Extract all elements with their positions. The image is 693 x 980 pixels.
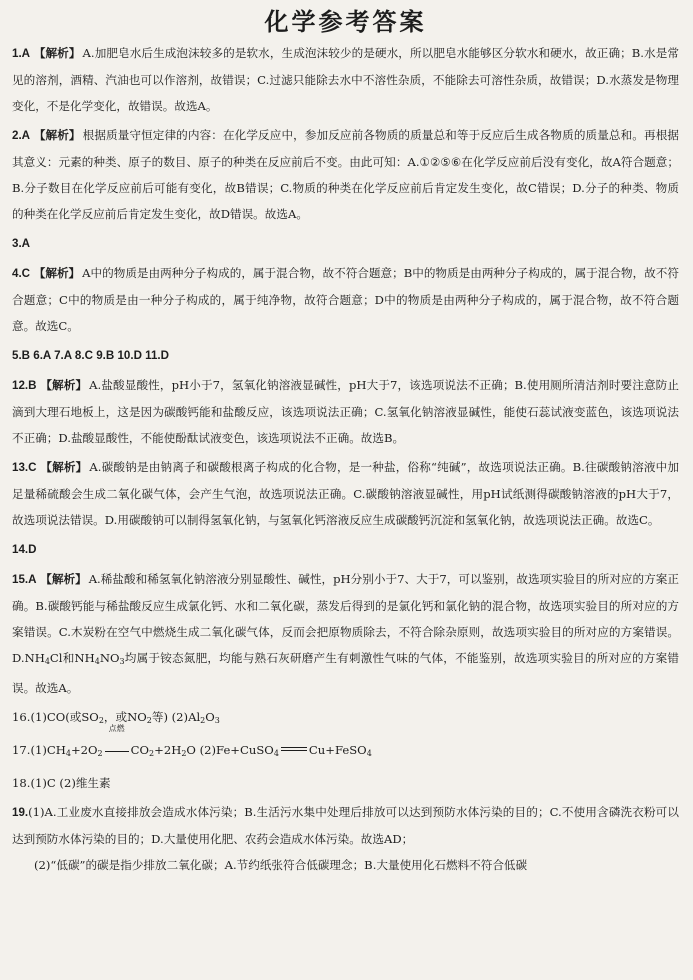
answer-item-15: [12, 566, 679, 701]
answer-item-19: [12, 799, 679, 878]
answer-item-12: [12, 372, 679, 451]
question-number: 4.: [12, 267, 22, 280]
analysis-tag: 【解析】: [40, 460, 88, 474]
page-title: 化学参考答案: [264, 8, 427, 36]
subscript: 2: [181, 749, 187, 758]
question-number: 13.: [12, 461, 29, 474]
question-number: 15.: [12, 573, 29, 586]
answer-item-18: [12, 770, 679, 796]
equation-text: O (2)Fe+CuSO: [186, 743, 274, 757]
arrow-line: [105, 744, 129, 752]
analysis-tag: 【解析】: [40, 572, 87, 586]
question-number: 19.: [12, 806, 29, 819]
analysis-text: A.盐酸显酸性，pH小于7，氢氧化钠溶液显碱性，pH大于7，该选项说法不正确；B.使用厕所清洁剂时要注意防止滴到大理石地板上，这是因为碳酸钙能和盐酸反应，该选项说法正确；C.氢氧化钠溶液显碱性，能使石蕊试液变蓝色，该选项说法不正确；D.盐酸显酸性，不能使酚酞试液变色，该选项说法不正确。故选B。: [12, 378, 679, 445]
analysis-text: A中的物质是由两种分子构成的，属于混合物，故不符合题意；B中的物质是由两种分子构成的，属于混合物，故不符合题意；C中的物质是由一种分子构成的，属于纯净物，故符合题意；D中的物质是由两种分子构成的，属于混合物，故不符合题意。故选C。: [12, 266, 679, 333]
subscript: 3: [214, 716, 220, 725]
reaction-condition-arrow: [105, 724, 129, 763]
answer-item-4: [12, 260, 679, 339]
equation-text: Cu+FeSO: [308, 743, 367, 757]
short-answers: 5.B 6.A 7.A 8.C 9.B 10.D 11.D: [12, 349, 170, 362]
subscript: 2: [97, 749, 103, 758]
answer-part-1: (1)A.工业废水直接排放会造成水体污染；B.生活污水集中处理后排放可以达到预防水体污染的目的；C.不使用含磷洗衣粉可以达到预防水体污染的目的；D.大量使用化肥、农药会造成水体污染。故选AD；: [12, 805, 679, 846]
equation-text: 17.(1)CH: [12, 743, 66, 757]
subscript: 4: [94, 657, 100, 666]
answer-item-13: [12, 454, 679, 533]
answer-item-1: [12, 40, 679, 119]
analysis-text: A.加肥皂水后生成泡沫较多的是软水，生成泡沫较少的是硬水，所以肥皂水能够区分软水和硬水，故正确；B.水是常见的溶剂，酒精、汽油也可以作溶剂，故错误；C.过滤只能除去水中不溶性杂质，不能除去可溶性杂质，故错误；D.水蒸发是物理变化，不是化学变化，故错误。故选A。: [12, 46, 679, 113]
formula-text: O: [205, 710, 215, 724]
reaction-condition: 点燃: [108, 724, 125, 733]
answer-item-17: [12, 724, 679, 767]
answer-choice: C: [28, 461, 37, 474]
subscript: 2: [149, 749, 155, 758]
answer-item-14: [12, 536, 679, 563]
answer-part-2: (2)“低碳”的碳是指少排放二氧化碳；A.节约纸张符合低碳理念；B.大量使用化石燃料不符合低碳: [34, 858, 528, 872]
equation-text: +2O: [70, 743, 98, 757]
answer-item-2: [12, 122, 679, 227]
short-answer: 18.(1)C (2)维生素: [12, 776, 111, 790]
answer-choice: C: [21, 267, 31, 280]
analysis-text: A.稀盐酸和稀氢氧化钠溶液分别显酸性、碱性，pH分别小于7、大于7，可以鉴别，故选项实验目的所对应的方案正确。B.碳酸钙能与稀盐酸反应生成氯化钙、水和二氧化碳，蒸发后得到的是氯化钙和氯化钠的混合物，故选项实验目的所对应的方案错误。C.木炭粉在空气中燃烧生成二氧化碳气体，反而会把原物质除去，不符合除杂原则，故选项实验目的所对应的方案错误。D.NH: [12, 572, 679, 665]
subscript: 3: [119, 657, 125, 666]
subscript: 2: [146, 716, 152, 725]
formula-text: 等) (2)Al: [151, 710, 201, 724]
answer-choice: A: [28, 573, 37, 586]
analysis-text-cont: Cl和NH: [49, 651, 95, 665]
answer-item-5-11: [12, 342, 679, 369]
analysis-tag: 【解析】: [33, 128, 81, 142]
question-number: 2.: [12, 129, 22, 142]
short-answer: 3.A: [12, 237, 31, 250]
subscript: 2: [98, 716, 104, 725]
subscript: 4: [366, 749, 372, 758]
formula-text: 16.(1)CO(或SO: [12, 710, 99, 724]
subscript: 4: [65, 749, 71, 758]
analysis-text: A.碳酸钠是由钠离子和碳酸根离子构成的化合物，是一种盐，俗称“纯碱”，故选项说法正确。B.往碳酸钠溶液中加足量稀硫酸会生成二氧化碳气体，会产生气泡，故选项说法正确。C.碳酸钠溶液显碱性，用pH试纸测得碳酸钠溶液的pH大于7，故选项说法错误。D.用碳酸钠可以制得氢氧化钠，与氢氧化钙溶液反应生成碳酸钙沉淀和氢氧化钠，故选项说法正确。故选C。: [12, 460, 679, 527]
answer-choice: A: [21, 47, 31, 60]
equation-text: CO: [130, 743, 150, 757]
question-number: 1.: [12, 47, 22, 60]
formula-text: ，或NO: [103, 710, 147, 724]
equals-sign: [281, 747, 307, 751]
analysis-tag: 【解析】: [40, 378, 88, 392]
subscript: 4: [44, 657, 50, 666]
answer-item-3: [12, 230, 679, 257]
analysis-tag: 【解析】: [33, 266, 81, 280]
analysis-text-cont: 均属于铵态氮肥，均能与熟石灰研磨产生有刺激性气味的气体，不能鉴别，故选项实验目的所对应的方案错误。故选A。: [12, 651, 679, 695]
analysis-tag: 【解析】: [33, 46, 81, 60]
analysis-text: 根据质量守恒定律的内容：在化学反应中，参加反应前各物质的质量总和等于反应后生成各物质的质量总和。再根据其意义：元素的种类、原子的数目、原子的种类在反应前后不变。由此可知：A.①②⑤⑥在化学反应前后没有变化，故A符合题意；B.分子数目在化学反应前后可能有变化，故B错误；C.物质的种类在化学反应前后肯定发生变化，故C错误；D.分子的种类、物质的种类在化学反应前后肯定发生变化，故D错误。故选A。: [12, 128, 679, 221]
subscript: 4: [273, 749, 279, 758]
subscript: 2: [200, 716, 206, 725]
analysis-text-cont: NO: [99, 651, 120, 665]
answer-choice: B: [28, 379, 37, 392]
answer-choice: A: [21, 129, 31, 142]
question-number: 12.: [12, 379, 29, 392]
equation-text: +2H: [154, 743, 182, 757]
short-answer: 14.D: [12, 543, 37, 556]
